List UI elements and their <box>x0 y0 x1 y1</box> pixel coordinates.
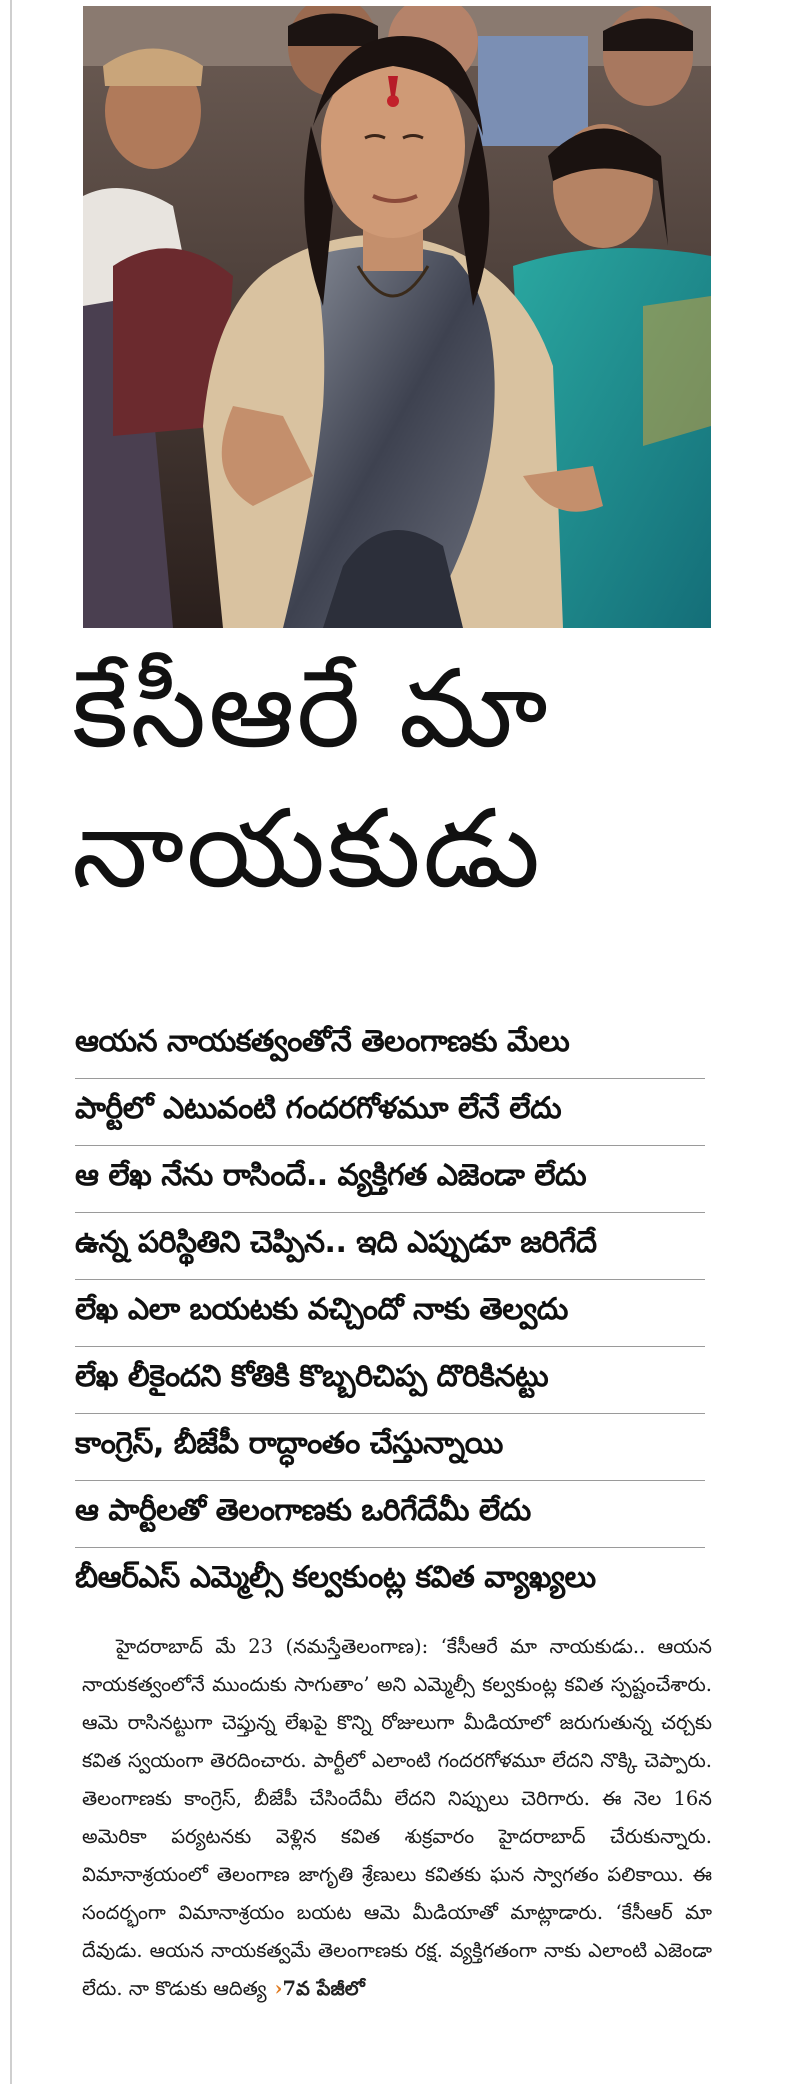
highlight-item: ఆయన నాయకత్వంతోనే తెలంగాణకు మేలు <box>75 1012 705 1079</box>
highlight-item: లేఖ లీకైందని కోతికి కొబ్బరిచిప్ప దొరికినట్టు <box>75 1347 705 1414</box>
chevron-right-icon: › <box>274 1977 283 2000</box>
highlight-item: ఉన్న పరిస్థితిని చెప్పిన.. ఇది ఎప్పుడూ జరిగేదే <box>75 1213 705 1280</box>
news-photo <box>83 6 711 628</box>
headline <box>72 640 722 920</box>
highlight-item: బీఆర్ఎస్ ఎమ్మెల్సీ కల్వకుంట్ల కవిత వ్యాఖ్యలు <box>75 1560 596 1595</box>
highlight-item: కాంగ్రెస్, బీజేపీ రాద్ధాంతం చేస్తున్నాయి <box>75 1414 705 1481</box>
highlight-item: ఆ లేఖ నేను రాసిందే.. వ్యక్తిగత ఎజెండా లేదు <box>75 1146 705 1213</box>
highlight-item: పార్టీలో ఎటువంటి గందరగోళమూ లేనే లేదు <box>75 1079 705 1146</box>
continued-link[interactable] <box>275 1977 365 2000</box>
headline-line-2: నాయకుడు <box>72 787 543 912</box>
column-rule <box>10 0 12 2084</box>
headline-line-1: కేసీఆరే మా <box>72 647 550 772</box>
highlight-item: ఆ పార్టీలతో తెలంగాణకు ఒరిగేదేమీ లేదు <box>75 1481 705 1548</box>
highlights-list <box>75 1012 705 1614</box>
photo-illustration <box>83 6 711 628</box>
highlight-item: లేఖ ఎలా బయటకు వచ్చిందో నాకు తెల్వదు <box>75 1280 705 1347</box>
continued-label: 7వ పేజీలో <box>282 1977 365 2000</box>
article-body <box>82 1628 712 2008</box>
article-text: హైదరాబాద్ మే 23 (నమస్తేతెలంగాణ): ‘కేసీఆరే మా నాయకుడు.. ఆయన నాయకత్వంలోనే ముందుకు సాగుతాం’ అని ఎమ్మెల్సీ కల్వకుంట్ల కవిత స్పష్టంచేశారు. ఆమె రాసినట్టుగా చెప్తున్న లేఖపై కొన్ని రోజులుగా మీడియాలో జరుగుతున్న చర్చకు కవిత స్వయంగా తెరదించారు. పార్టీలో ఎలాంటి గందరగోళమూ లేదని నొక్కి చెప్పారు. తెలంగాణకు కాంగ్రెస్, బీజేపీ చేసిందేమీ లేదని నిప్పులు చెరిగారు. ఈ నెల 16న అమెరికా పర్యటనకు వెళ్లిన కవిత శుక్రవారం హైదరాబాద్ చేరుకున్నారు. విమానాశ్రయంలో తెలంగాణ జాగృతి శ్రేణులు కవితకు ఘన స్వాగతం పలికాయి. ఈ సందర్భంగా విమానాశ్రయం బయట ఆమె మీడియాతో మాట్లాడారు. ‘కేసీఆర్ మా దేవుడు. ఆయన నాయకత్వమే తెలంగాణకు రక్ష. వ్యక్తిగతంగా నాకు ఎలాంటి ఎజెండా లేదు. నా కొడుకు ఆదిత్య <box>82 1635 712 2000</box>
